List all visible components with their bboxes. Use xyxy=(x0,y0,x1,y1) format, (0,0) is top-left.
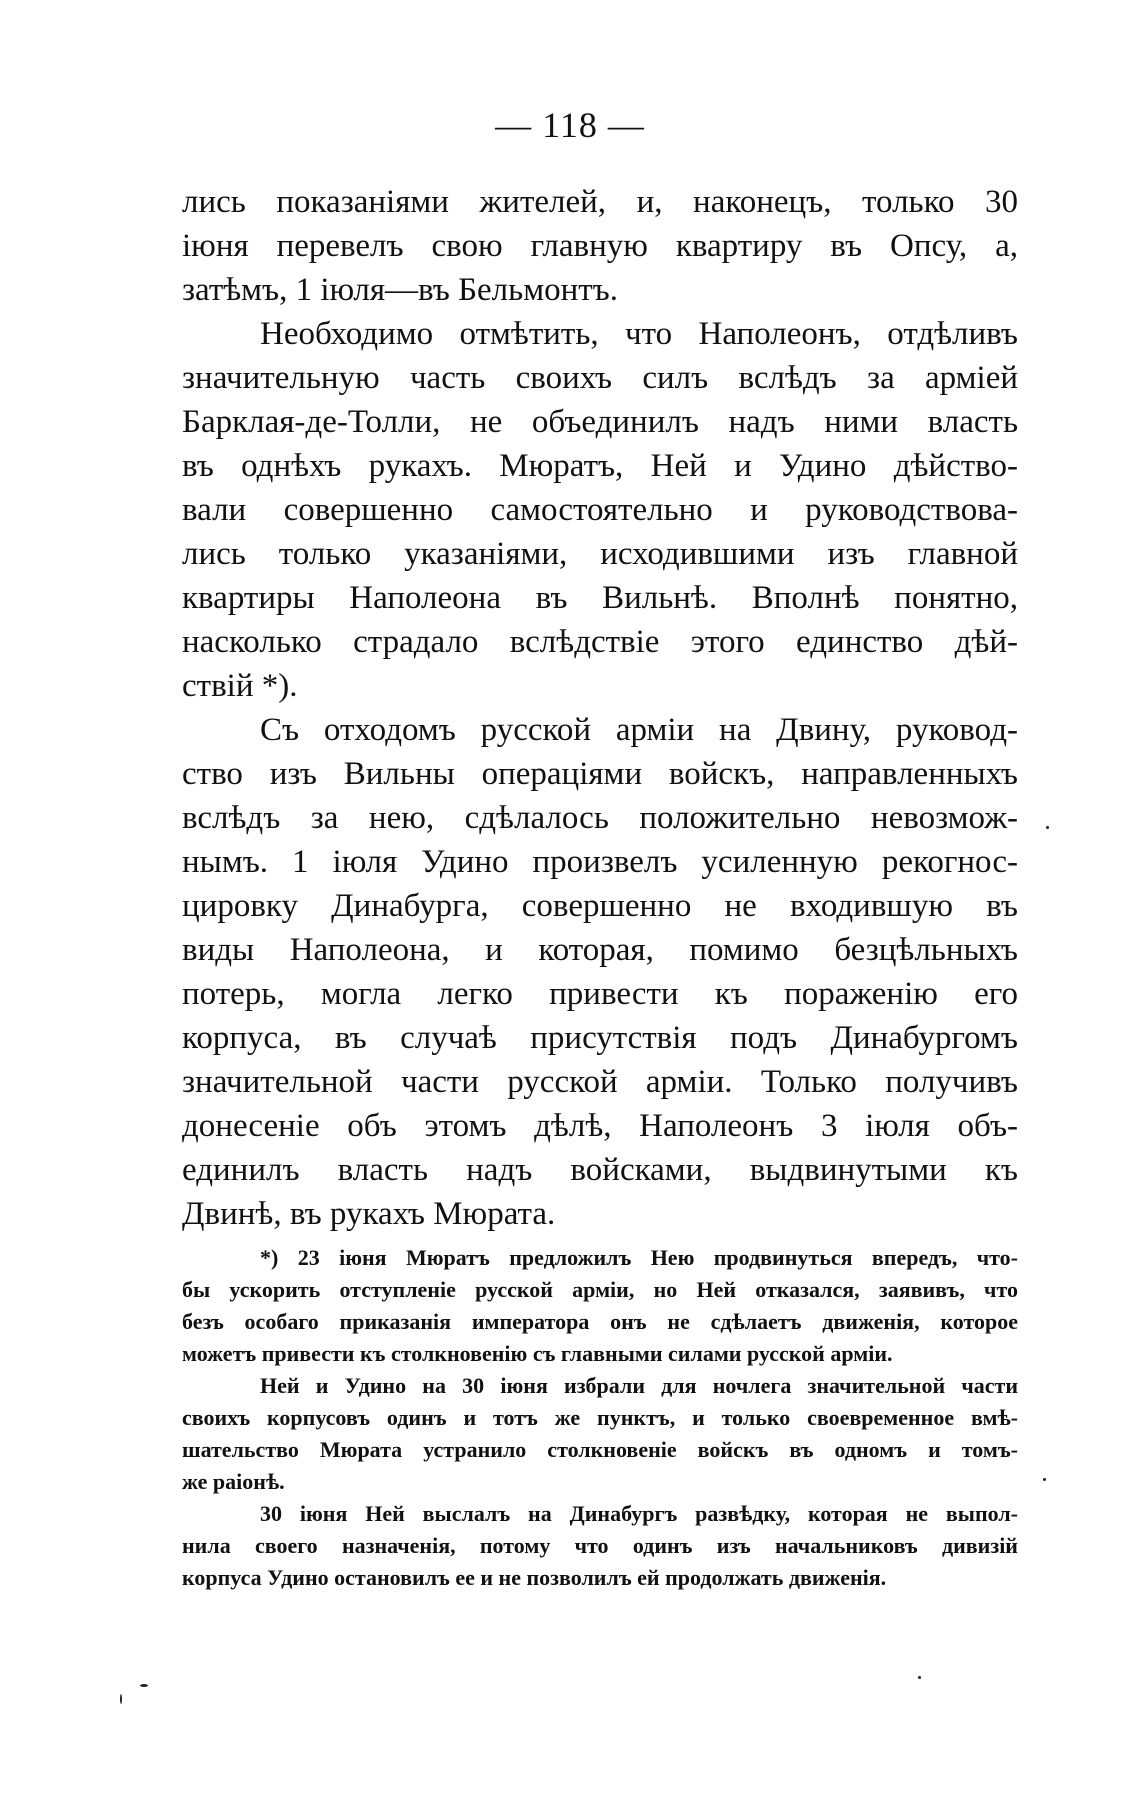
scan-speck xyxy=(140,1684,148,1687)
text-line: въ однѣхъ рукахъ. Мюратъ, Ней и Удино дѣйство- xyxy=(182,448,1018,484)
scan-speck xyxy=(1046,826,1049,829)
footnote-line: же раіонѣ. xyxy=(182,1469,285,1494)
text-line: значительной части русской арміи. Только получивъ xyxy=(182,1064,1018,1100)
text-line: насколько страдало вслѣдствіе этого единство дѣй- xyxy=(182,624,1018,660)
text-line: затѣмъ, 1 іюля—въ Бельмонтъ. xyxy=(182,272,618,308)
scan-speck xyxy=(120,1694,122,1704)
text-line: значительную часть своихъ силъ вслѣдъ за арміей xyxy=(182,360,1018,396)
text-line: корпуса, въ случаѣ присутствія подъ Динабургомъ xyxy=(182,1020,1018,1056)
text-line: единилъ власть надъ войсками, выдвинутыми къ xyxy=(182,1152,1018,1188)
footnote-line: корпуса Удино остановилъ ее и не позволилъ ей продолжать движенія. xyxy=(182,1565,887,1590)
main-text xyxy=(182,180,1018,1236)
text-line: квартиры Наполеона въ Вильнѣ. Вполнѣ понятно, xyxy=(182,580,1018,616)
text-line: цировку Динабурга, совершенно не входившую въ xyxy=(182,888,1018,924)
text-line: донесеніе объ этомъ дѣлѣ, Наполеонъ 3 іюля объ- xyxy=(182,1108,1018,1144)
footnote-line: можетъ привести къ столкновенію съ главными силами русской арміи. xyxy=(182,1341,893,1366)
text-line: лись только указаніями, исходившими изъ главной xyxy=(182,536,1018,572)
footnote-line: безъ особаго приказанія императора онъ не сдѣлаетъ движенія, которое xyxy=(182,1309,1018,1334)
scan-speck xyxy=(918,1676,921,1679)
text-line: ство изъ Вильны операціями войскъ, направленныхъ xyxy=(182,756,1018,792)
footnote-line: Ней и Удино на 30 іюня избрали для ночлега значительной части xyxy=(260,1373,1018,1398)
text-line: вслѣдъ за нею, сдѣлалось положительно невозмож- xyxy=(182,800,1018,836)
text-line: вали совершенно самостоятельно и руководствова- xyxy=(182,492,1018,528)
footnotes xyxy=(182,1242,1018,1594)
text-line: ствій *). xyxy=(182,668,298,704)
page-number: — 118 — xyxy=(495,105,645,145)
text-line: Съ отходомъ русской арміи на Двину, руковод- xyxy=(260,712,1018,748)
text-line: Необходимо отмѣтить, что Наполеонъ, отдѣливъ xyxy=(260,316,1018,352)
text-line: потерь, могла легко привести къ пораженію его xyxy=(182,976,1018,1012)
footnote-line: 30 іюня Ней выслалъ на Динабургъ развѣдку, которая не выпол- xyxy=(260,1501,1018,1526)
footnote-line: своихъ корпусовъ одинъ и тотъ же пунктъ, и только своевременное вмѣ- xyxy=(182,1405,1018,1430)
footnote-line: шательство Мюрата устранило столкновеніе войскъ въ одномъ и томъ- xyxy=(182,1437,1018,1462)
text-line: виды Наполеона, и которая, помимо безцѣльныхъ xyxy=(182,932,1018,968)
text-line: нымъ. 1 іюля Удино произвелъ усиленную рекогнос- xyxy=(182,844,1018,880)
footnote-line: бы ускорить отступленіе русской арміи, но Ней отказался, заявивъ, что xyxy=(182,1277,1018,1302)
text-line: іюня перевелъ свою главную квартиру въ Опсу, а, xyxy=(182,228,1018,264)
text-line: Барклая-де-Толли, не объединилъ надъ ними власть xyxy=(182,404,1018,440)
footnote-line: *) 23 іюня Мюратъ предложилъ Нею продвинуться впередъ, что- xyxy=(260,1245,1018,1270)
footnote-line: нила своего назначенія, потому что одинъ изъ начальниковъ дивизій xyxy=(182,1533,1018,1558)
scan-speck xyxy=(1043,1478,1046,1481)
text-line: Двинѣ, въ рукахъ Мюрата. xyxy=(182,1196,556,1232)
text-line: лись показаніями жителей, и, наконецъ, только 30 xyxy=(182,184,1018,220)
